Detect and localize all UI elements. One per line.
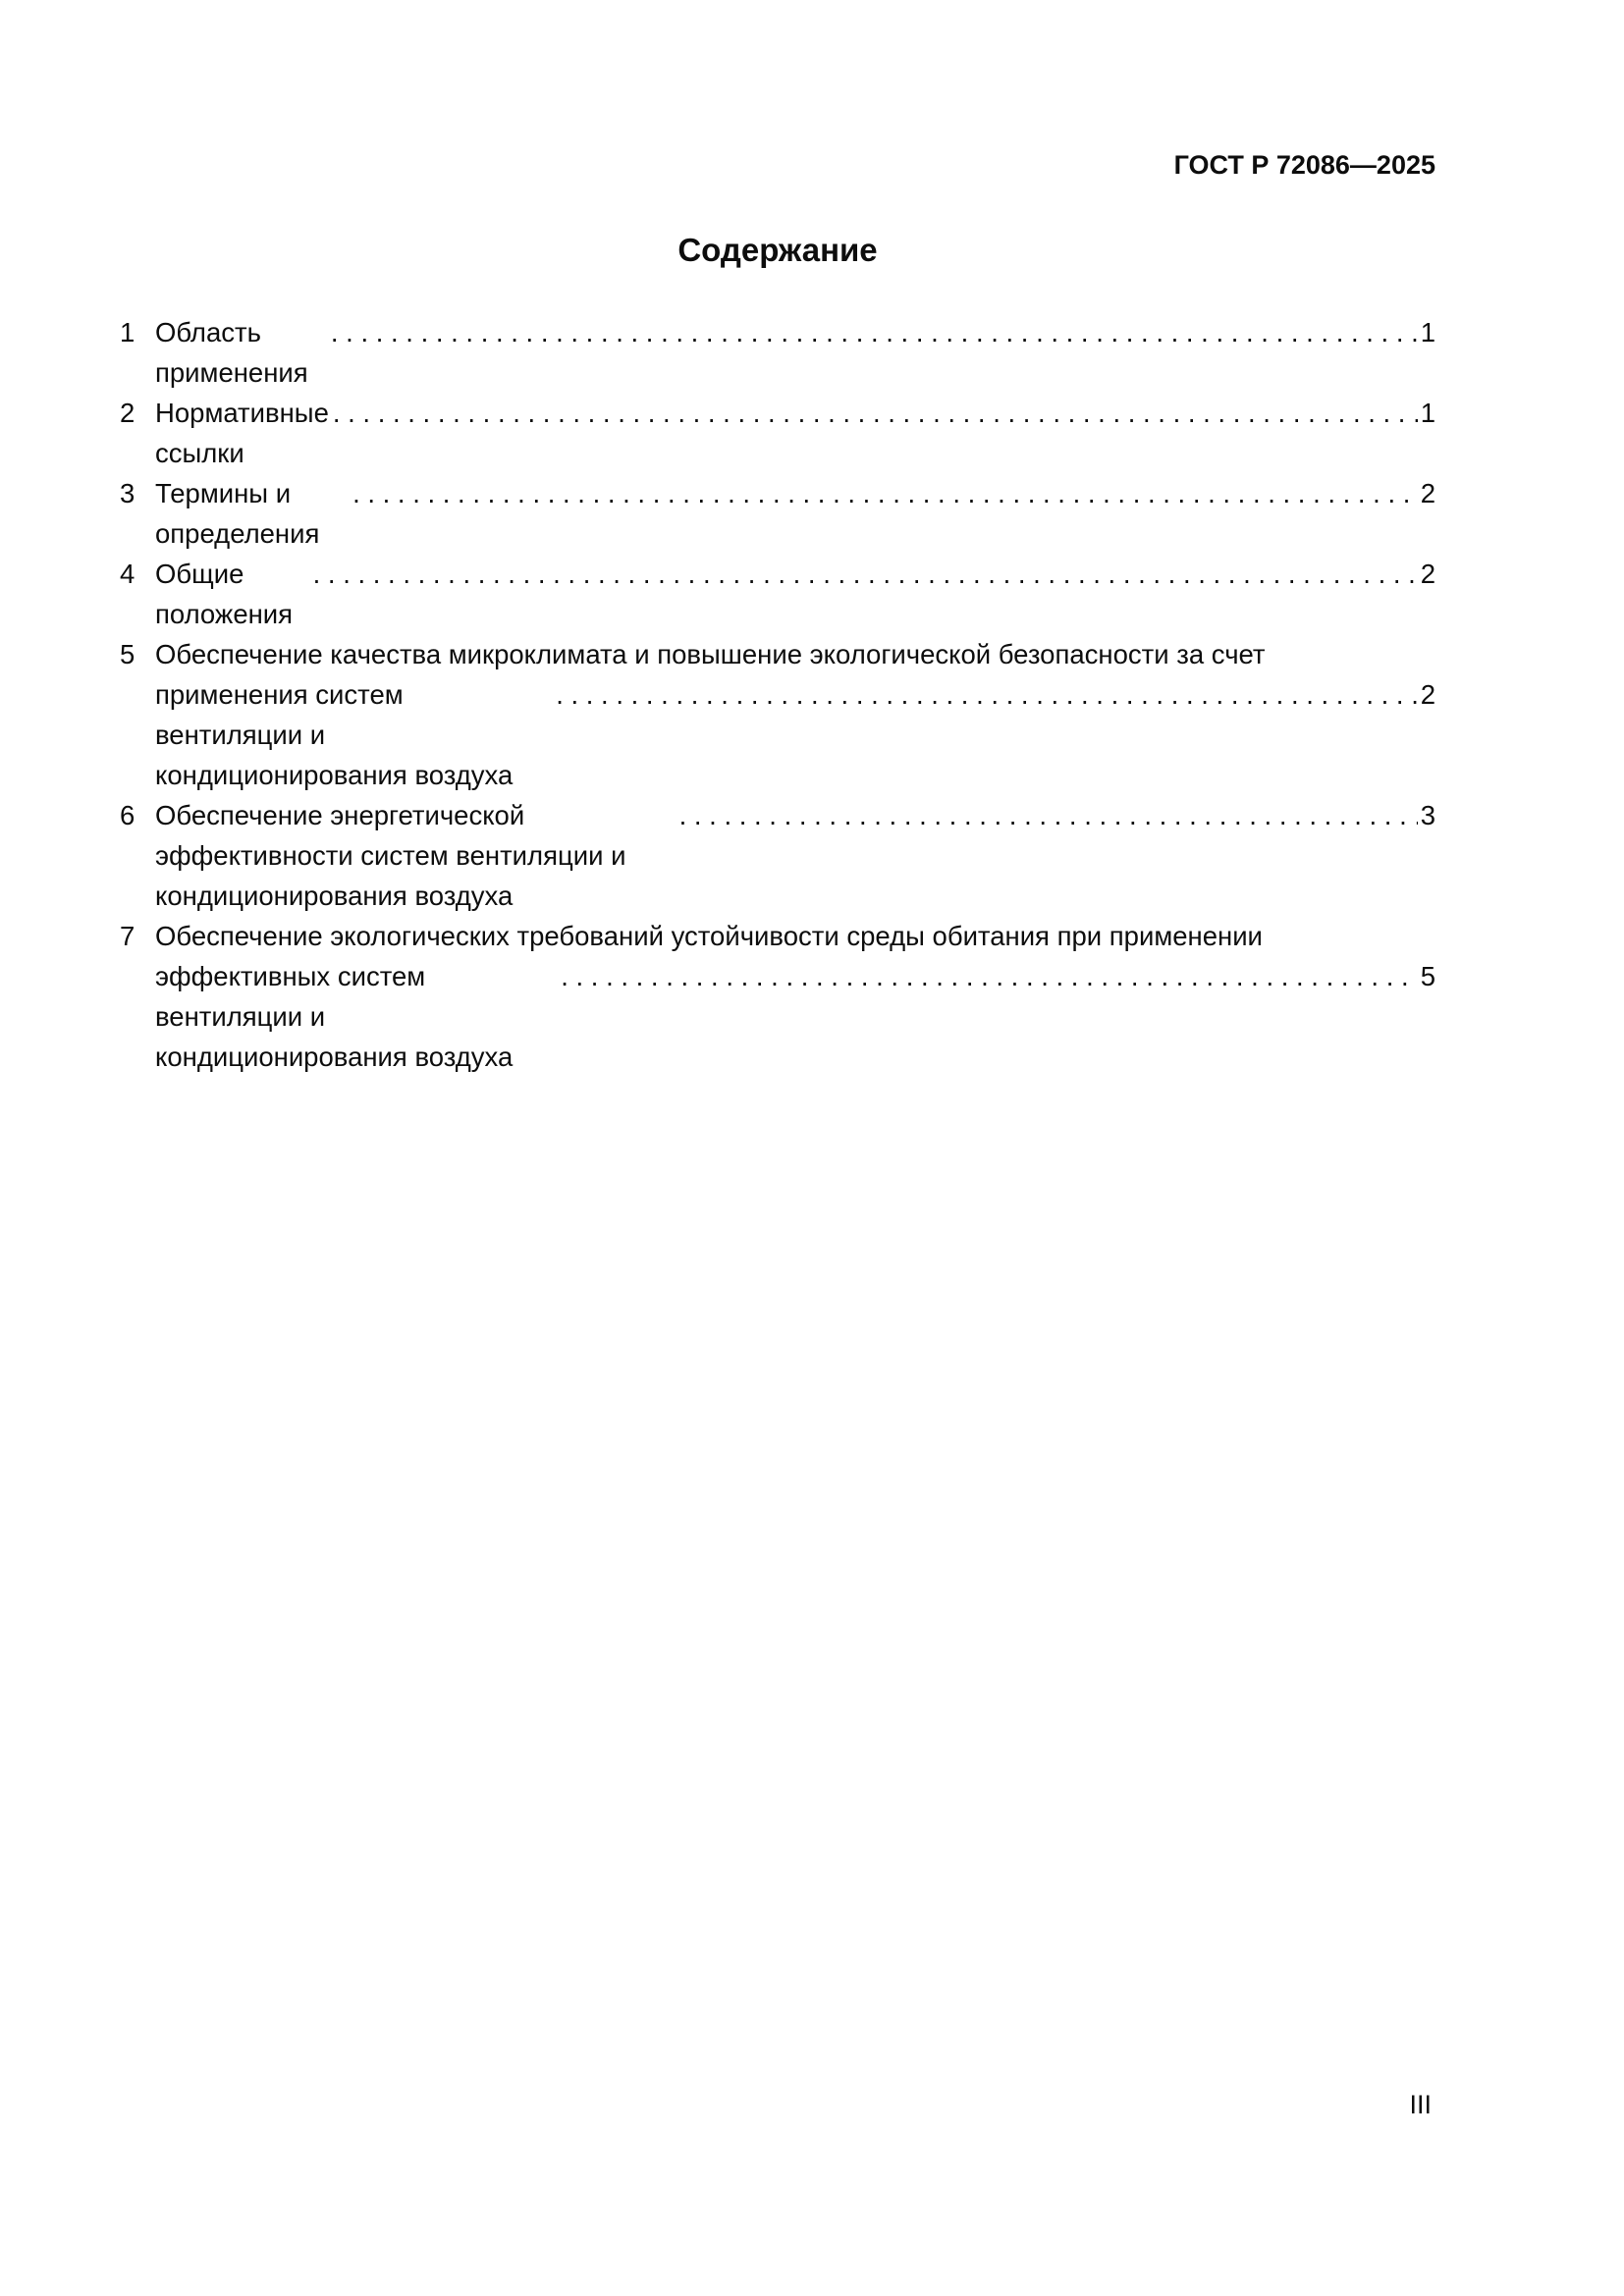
toc-entry-text: Обеспечение энергетической эффективности систем вентиляции и кондиционирования воздуха	[155, 800, 634, 911]
toc-entry-text: Обеспечение качества микроклимата и повышение экологической безопасности за счет	[155, 639, 1266, 669]
toc-entry-page: 3	[1420, 800, 1435, 830]
toc-entry-body	[155, 916, 1435, 1077]
toc-entry-body	[155, 554, 1435, 634]
page-number: III	[1409, 2090, 1432, 2119]
toc-entry-page: 1	[1420, 317, 1435, 347]
toc-entry-page: 5	[1420, 961, 1435, 991]
toc-entry-text: Термины и определения	[155, 478, 328, 549]
dot-leader	[556, 674, 1418, 715]
page-title: Содержание	[677, 232, 878, 268]
toc-entry	[120, 634, 1435, 795]
toc-entry-text: Общие положения	[155, 559, 300, 629]
toc-entry	[120, 393, 1435, 473]
toc-entry-number: 1	[120, 317, 135, 347]
toc-entry	[120, 312, 1435, 393]
toc-entry-page: 2	[1420, 679, 1435, 710]
toc-entry-page: 2	[1420, 559, 1435, 589]
document-code-header: ГОСТ Р 72086—2025	[1173, 150, 1435, 180]
toc-entry-body	[155, 795, 1435, 916]
toc-entry-number: 2	[120, 398, 135, 428]
toc-list	[120, 312, 1435, 1077]
toc-entry-body	[155, 473, 1435, 554]
toc-entry-number: 7	[120, 921, 135, 951]
toc-entry	[120, 473, 1435, 554]
toc-entry-number: 4	[120, 559, 135, 589]
toc-entry-text: эффективных систем вентиляции и кондиционирования воздуха	[155, 961, 514, 1072]
toc-entry	[120, 795, 1435, 916]
toc-entry-number: 3	[120, 478, 135, 508]
toc-entry-text: применения систем вентиляции и кондиционирования воздуха	[155, 679, 520, 790]
dot-leader	[352, 473, 1418, 513]
toc-entry-body	[155, 312, 1435, 393]
toc-entry-body	[155, 634, 1435, 795]
dot-leader	[333, 393, 1418, 433]
dot-leader	[679, 795, 1418, 835]
toc-entry	[120, 916, 1435, 1077]
toc-entry-page: 1	[1420, 398, 1435, 428]
dot-leader	[313, 554, 1418, 594]
toc-entry-text: Область применения	[155, 317, 316, 388]
toc-entry-text: Нормативные ссылки	[155, 398, 337, 468]
toc-entry-text: Обеспечение экологических требований устойчивости среды обитания при применении	[155, 921, 1263, 951]
toc-entry-number: 5	[120, 639, 135, 669]
toc-entry-number: 6	[120, 800, 135, 830]
toc-entry	[120, 554, 1435, 634]
dot-leader	[561, 956, 1417, 996]
toc-entry-page: 2	[1420, 478, 1435, 508]
toc-entry-body	[155, 393, 1435, 473]
dot-leader	[331, 312, 1418, 352]
